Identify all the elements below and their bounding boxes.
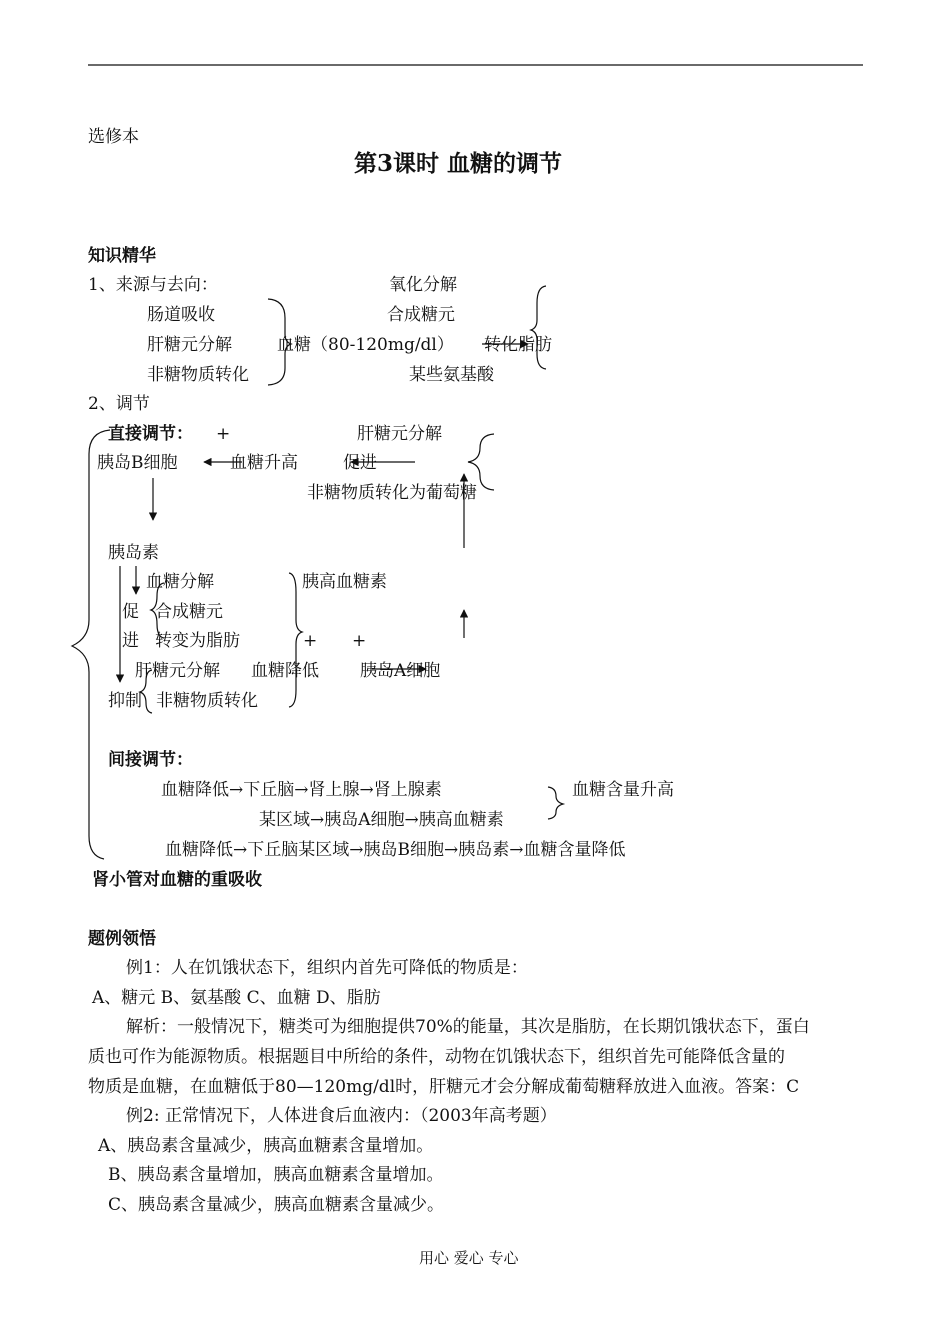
page-title: 第3课时 血糖的调节 bbox=[354, 150, 563, 177]
output-item: 转化脂肪 bbox=[484, 335, 552, 355]
input-item: 非糖物质转化 bbox=[147, 365, 249, 385]
analysis-line: 解析：一般情况下，糖类可为细胞提供70%的能量，其次是脂肪，在长期饥饿状态下，蛋白 bbox=[126, 1017, 810, 1037]
insulin-effect: 转变为脂肪 bbox=[155, 631, 240, 651]
input-item: 肝糖元分解 bbox=[147, 335, 232, 355]
nonsugar-2: 非糖物质转化 bbox=[156, 691, 258, 711]
brace-glucagon-effects bbox=[289, 573, 302, 707]
example2-option: A、胰岛素含量减少，胰高血糖素含量增加。 bbox=[98, 1136, 434, 1156]
output-item: 合成糖元 bbox=[387, 305, 455, 325]
output-item: 某些氨基酸 bbox=[409, 365, 494, 385]
source-heading: 1、来源与去向： bbox=[88, 275, 218, 295]
glucose-rise: 血糖升高 bbox=[230, 453, 298, 473]
page-footer: 用心 爱心 专心 bbox=[419, 1249, 519, 1267]
brace-indirect bbox=[548, 787, 563, 819]
inhibit-label: 抑制 bbox=[108, 691, 142, 711]
brace-liver-sources bbox=[468, 434, 494, 490]
indirect-result: 血糖含量升高 bbox=[572, 780, 674, 800]
example2-option: C、胰岛素含量减少，胰高血糖素含量减少。 bbox=[108, 1195, 445, 1215]
example1-question: 例1：人在饥饿状态下，组织内首先可降低的物质是： bbox=[126, 958, 528, 978]
indirect-label: 间接调节： bbox=[108, 750, 193, 770]
alpha-cell: 胰岛A细胞 bbox=[360, 661, 441, 681]
direct-label: 直接调节： bbox=[108, 424, 193, 444]
promote-label: 促进 bbox=[343, 453, 377, 473]
glucagon-label: 胰高血糖素 bbox=[302, 572, 387, 592]
insulin-label: 胰岛素 bbox=[108, 543, 159, 563]
brace-outputs bbox=[531, 286, 546, 369]
promote-char: 进 bbox=[122, 631, 139, 651]
indirect-line: 血糖降低→下丘脑某区域→胰岛B细胞→胰岛素→血糖含量降低 bbox=[165, 840, 626, 860]
example1-options: A、糖元 B、氨基酸 C、血糖 D、脂肪 bbox=[92, 988, 381, 1008]
blood-sugar-center: 血糖（80-120mg/dl） bbox=[277, 335, 454, 355]
regulation-heading: 2、调节 bbox=[88, 394, 150, 414]
input-item: 肠道吸收 bbox=[147, 305, 215, 325]
promote-char: 促 bbox=[122, 602, 139, 622]
kidney-note: 肾小管对血糖的重吸收 bbox=[92, 870, 262, 890]
plus-sign: + bbox=[303, 631, 318, 651]
output-item: 氧化分解 bbox=[389, 275, 457, 295]
indirect-line: 血糖降低→下丘脑→肾上腺→肾上腺素 bbox=[161, 780, 442, 800]
beta-cell: 胰岛B细胞 bbox=[97, 453, 178, 473]
liver-breakdown-2: 肝糖元分解 bbox=[135, 661, 220, 681]
plus-sign: + bbox=[216, 424, 231, 444]
section-heading-examples: 题例领悟 bbox=[88, 929, 156, 949]
liver-glycogen-breakdown: 肝糖元分解 bbox=[357, 424, 442, 444]
section-heading-knowledge: 知识精华 bbox=[88, 246, 156, 266]
insulin-effect: 血糖分解 bbox=[146, 572, 214, 592]
nonsugar-to-glucose: 非糖物质转化为葡萄糖 bbox=[307, 483, 477, 503]
insulin-effect: 合成糖元 bbox=[155, 602, 223, 622]
header-note: 选修本 bbox=[88, 127, 139, 147]
example2-question: 例2: 正常情况下，人体进食后血液内：（2003年高考题） bbox=[126, 1106, 557, 1126]
plus-sign: + bbox=[352, 631, 367, 651]
example2-option: B、胰岛素含量增加，胰高血糖素含量增加。 bbox=[108, 1165, 444, 1185]
big-left-brace bbox=[72, 430, 110, 859]
analysis-line: 质也可作为能源物质。根据题目中所给的条件，动物在饥饿状态下，组织首先可能降低含量的 bbox=[88, 1047, 785, 1067]
glucose-drop: 血糖降低 bbox=[251, 661, 319, 681]
indirect-line: 某区域→胰岛A细胞→胰高血糖素 bbox=[259, 810, 504, 830]
analysis-line: 物质是血糖，在血糖低于80—120mg/dl时，肝糖元才会分解成葡萄糖释放进入血液。答案：C bbox=[88, 1077, 800, 1097]
